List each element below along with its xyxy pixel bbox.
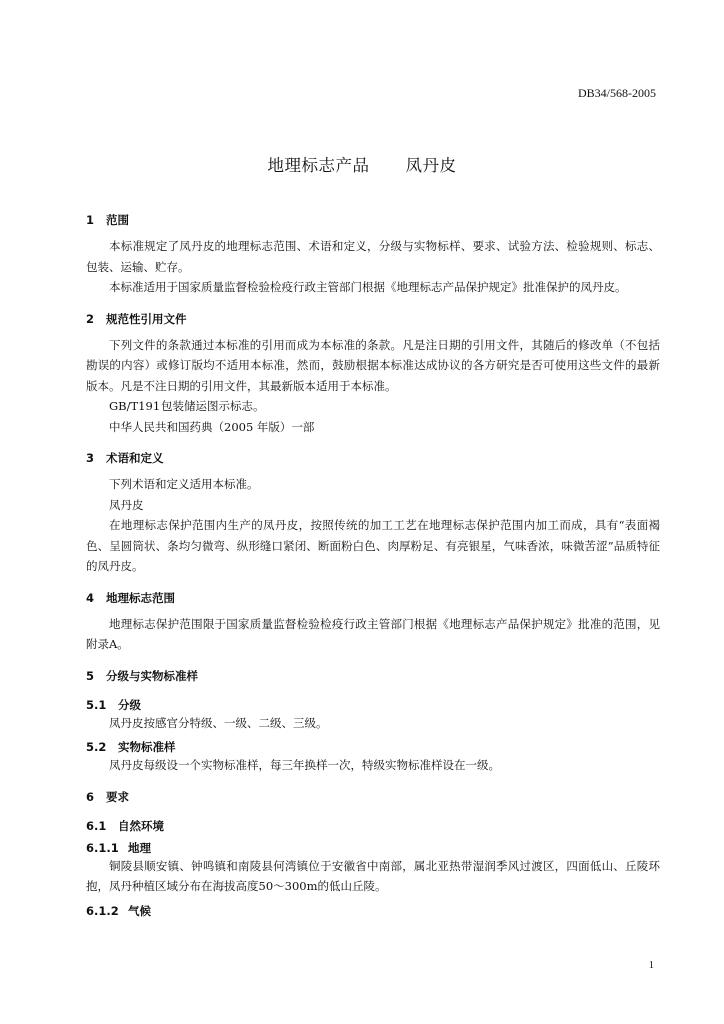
subsection-title: 实物标准样 <box>118 740 176 754</box>
subsection-title: 分级 <box>118 697 141 712</box>
paragraph: 下列术语和定义适用本标准。 <box>109 477 259 491</box>
section-number: 6 <box>86 789 95 804</box>
page-number: 1 <box>648 960 654 971</box>
term-definition: 在地理标志保护范围内生产的凤丹皮，按照传统的加工工艺在地理标志保护范围内加工而成，具有“表面褐色、呈圆筒状、条均匀微弯、纵形缝口紧闭、断面粉白色、肉厚粉足、有亮银星，气味香浓，味微苦涩”品质特征的凤丹皮。 <box>86 518 660 573</box>
document-body <box>86 212 660 919</box>
subsection-number: 6.1.1 <box>86 840 119 855</box>
section-heading-2 <box>86 311 660 327</box>
paragraph: 凤丹皮每级设一个实物标准样，每三年换样一次，特级实物标准样设在一级。 <box>109 758 500 772</box>
document-title <box>0 152 724 176</box>
section-heading-3 <box>86 450 660 466</box>
paragraph: 下列文件的条款通过本标准的引用而成为本标准的条款。凡是注日期的引用文件，其随后的修改单（不包括勘误的内容）或修订版均不适用本标准，然而，鼓励根据本标准达成协议的各方研究是否可使用这些文件的最新版本。凡是不注日期的引用文件，其最新版本适用于本标准。 <box>86 337 660 393</box>
term: 凤丹皮 <box>109 497 144 512</box>
section-number: 3 <box>86 451 95 465</box>
section-title: 要求 <box>106 789 129 804</box>
subsection-number: 5.2 <box>86 740 107 754</box>
subsection-heading-6-1-1 <box>86 840 660 856</box>
title-part-1: 地理标志产品 <box>267 156 370 175</box>
subsection-number: 5.1 <box>86 697 107 712</box>
reference-item <box>86 396 660 417</box>
section-title: 术语和定义 <box>106 451 164 465</box>
subsection-heading-6-1-2 <box>86 903 660 919</box>
section-title: 地理标志范围 <box>106 590 175 605</box>
paragraph: 地理标志保护范围限于国家质量监督检验检疫行政主管部门根据《地理标志产品保护规定》批准的范围，见附录A。 <box>86 616 660 651</box>
reference-code: GB/T191 <box>109 399 161 413</box>
section-heading-1 <box>86 212 660 228</box>
section-heading-5 <box>86 668 660 684</box>
section-heading-6 <box>86 789 660 805</box>
section-title: 范围 <box>106 213 129 227</box>
subsection-heading-5-2 <box>86 739 660 755</box>
title-part-2: 凤丹皮 <box>405 156 457 175</box>
subsection-title: 自然环境 <box>118 818 164 833</box>
section-number: 1 <box>86 213 95 227</box>
section-number: 4 <box>86 590 95 605</box>
section-number: 2 <box>86 311 95 326</box>
subsection-number: 6.1 <box>86 818 107 833</box>
subsection-number: 6.1.2 <box>86 903 119 918</box>
subsection-title: 地理 <box>128 840 151 855</box>
document-number: DB34/568-2005 <box>578 86 656 100</box>
section-number: 5 <box>86 668 95 683</box>
section-title: 规范性引用文件 <box>106 311 187 326</box>
paragraph: 凤丹皮按感官分特级、一级、二级、三级。 <box>109 715 328 730</box>
reference-text: 包装储运图示标志。 <box>161 399 265 413</box>
section-title: 分级与实物标准样 <box>106 668 198 683</box>
subsection-title: 气候 <box>128 903 151 918</box>
paragraph: 本标准规定了凤丹皮的地理标志范围、术语和定义，分级与实物标样、要求、试验方法、检验规则、标志、包装、运输、贮存。 <box>86 239 660 274</box>
reference-item: 中华人民共和国药典（2005 年版）一部 <box>109 419 315 434</box>
paragraph: 铜陵县顺安镇、钟鸣镇和南陵县何湾镇位于安徽省中南部，属北亚热带湿润季风过渡区，四面低山、丘陵环抱，凤丹种植区域分布在海拔高度50～300m的低山丘陵。 <box>86 858 660 893</box>
subsection-heading-6-1 <box>86 818 660 834</box>
section-heading-4 <box>86 590 660 606</box>
paragraph: 本标准适用于国家质量监督检验检疫行政主管部门根据《地理标志产品保护规定》批准保护的凤丹皮。 <box>109 280 627 294</box>
subsection-heading-5-1 <box>86 697 660 713</box>
